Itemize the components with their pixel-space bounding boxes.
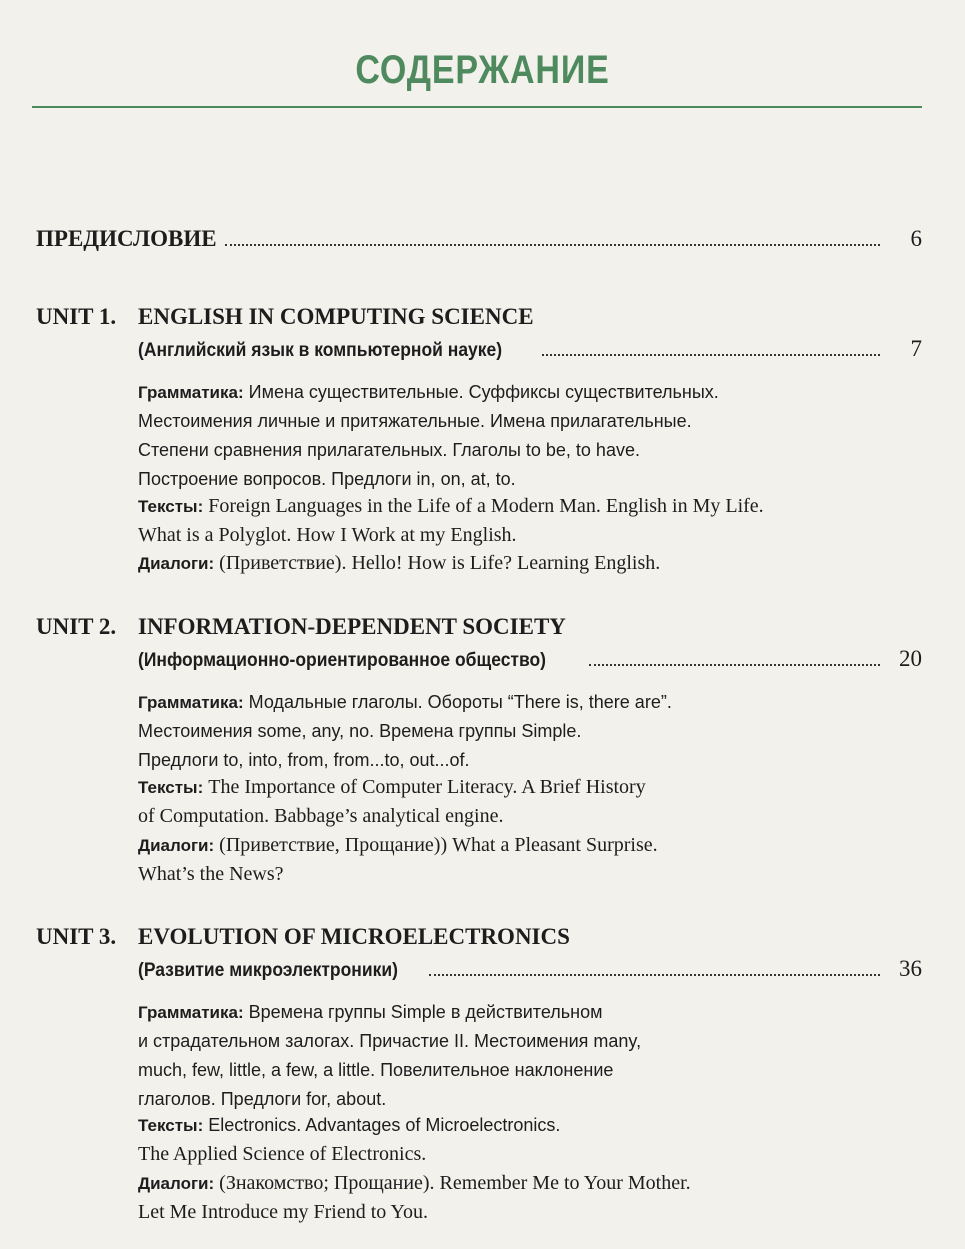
grammar-line: much, few, little, a few, a little. Повелительное наклонение xyxy=(138,1060,614,1080)
unit-2-subtitle-row[interactable] xyxy=(138,646,922,672)
texts-line: The Importance of Computer Literacy. A Brief History xyxy=(208,776,646,798)
unit-title: EVOLUTION OF MICROELECTRONICS xyxy=(138,924,570,949)
unit-3-subtitle-row[interactable] xyxy=(138,956,922,982)
dot-leader xyxy=(225,244,880,246)
page-number: 6 xyxy=(910,226,922,251)
unit-subtitle: (Развитие микроэлектроники) xyxy=(138,960,398,981)
unit-2-texts xyxy=(138,773,878,831)
unit-2-grammar xyxy=(138,688,878,775)
unit-1-subtitle-row[interactable] xyxy=(138,336,922,362)
grammar-line: и страдательном залогах. Причастие II. Местоимения many, xyxy=(138,1031,642,1051)
texts-label: Тексты: xyxy=(138,1116,204,1135)
unit-3-dialogs xyxy=(138,1169,878,1227)
dialogs-label: Диалоги: xyxy=(138,1174,215,1193)
dialogs-line: (Знакомство; Прощание). Remember Me to Your Mother. xyxy=(219,1172,691,1194)
texts-line: What is a Polyglot. How I Work at my English. xyxy=(138,524,517,546)
unit-number: UNIT 3. xyxy=(36,924,117,949)
grammar-line: Местоимения some, any, no. Времена группы Simple. xyxy=(138,721,582,741)
unit-number: UNIT 2. xyxy=(36,614,117,639)
grammar-line: Предлоги to, into, from, from...to, out...of. xyxy=(138,750,470,770)
unit-1-dialogs xyxy=(138,549,878,578)
dialogs-label: Диалоги: xyxy=(138,836,215,855)
dialogs-line: What’s the News? xyxy=(138,863,284,885)
dot-leader xyxy=(429,974,881,976)
unit-3-heading[interactable] xyxy=(36,924,570,950)
texts-line: Foreign Languages in the Life of a Modern Man. English in My Life. xyxy=(208,495,764,517)
texts-line: Electronics. Advantages of Microelectronics. xyxy=(208,1115,561,1135)
texts-line: of Computation. Babbage’s analytical engine. xyxy=(138,805,504,827)
grammar-label: Грамматика: xyxy=(138,693,244,712)
texts-label: Тексты: xyxy=(138,778,204,797)
unit-2-heading[interactable] xyxy=(36,614,566,640)
grammar-line: Местоимения личные и притяжательные. Имена прилагательные. xyxy=(138,411,692,431)
grammar-line: Времена группы Simple в действительном xyxy=(248,1002,603,1022)
grammar-line: Построение вопросов. Предлоги in, on, at, to. xyxy=(138,469,516,489)
unit-1-heading[interactable] xyxy=(36,304,534,330)
page-number: 36 xyxy=(899,956,922,981)
dialogs-label: Диалоги: xyxy=(138,554,215,573)
dialogs-line: Let Me Introduce my Friend to You. xyxy=(138,1201,428,1223)
texts-label: Тексты: xyxy=(138,497,204,516)
grammar-label: Грамматика: xyxy=(138,1003,244,1022)
unit-3-grammar xyxy=(138,998,878,1114)
toc-entry-preface[interactable] xyxy=(36,226,922,252)
unit-subtitle: (Английский язык в компьютерной науке) xyxy=(138,340,503,361)
grammar-line: глаголов. Предлоги for, about. xyxy=(138,1089,387,1109)
grammar-label: Грамматика: xyxy=(138,383,244,402)
texts-line: The Applied Science of Electronics. xyxy=(138,1143,427,1165)
grammar-line: Степени сравнения прилагательных. Глаголы to be, to have. xyxy=(138,440,640,460)
page-number: 20 xyxy=(899,646,922,671)
page-number: 7 xyxy=(910,336,922,361)
grammar-line: Имена существительные. Суффиксы существительных. xyxy=(248,382,719,402)
unit-1-grammar xyxy=(138,378,878,494)
dot-leader xyxy=(542,354,880,356)
unit-3-texts xyxy=(138,1111,878,1169)
grammar-line: Модальные глаголы. Обороты “There is, there are”. xyxy=(248,692,672,712)
unit-1-texts xyxy=(138,492,878,550)
dot-leader xyxy=(589,664,880,666)
unit-2-dialogs xyxy=(138,831,878,889)
dialogs-line: (Приветствие, Прощание)) What a Pleasant Surprise. xyxy=(219,834,658,856)
unit-subtitle: (Информационно-ориентированное общество) xyxy=(138,650,547,671)
unit-number: UNIT 1. xyxy=(36,304,117,329)
title-rule xyxy=(32,106,922,108)
unit-title: ENGLISH IN COMPUTING SCIENCE xyxy=(138,304,534,329)
page-title: СОДЕРЖАНИЕ xyxy=(355,48,610,92)
preface-label: ПРЕДИСЛОВИЕ xyxy=(36,226,217,251)
unit-title: INFORMATION-DEPENDENT SOCIETY xyxy=(138,614,566,639)
dialogs-line: (Приветствие). Hello! How is Life? Learning English. xyxy=(219,552,661,574)
